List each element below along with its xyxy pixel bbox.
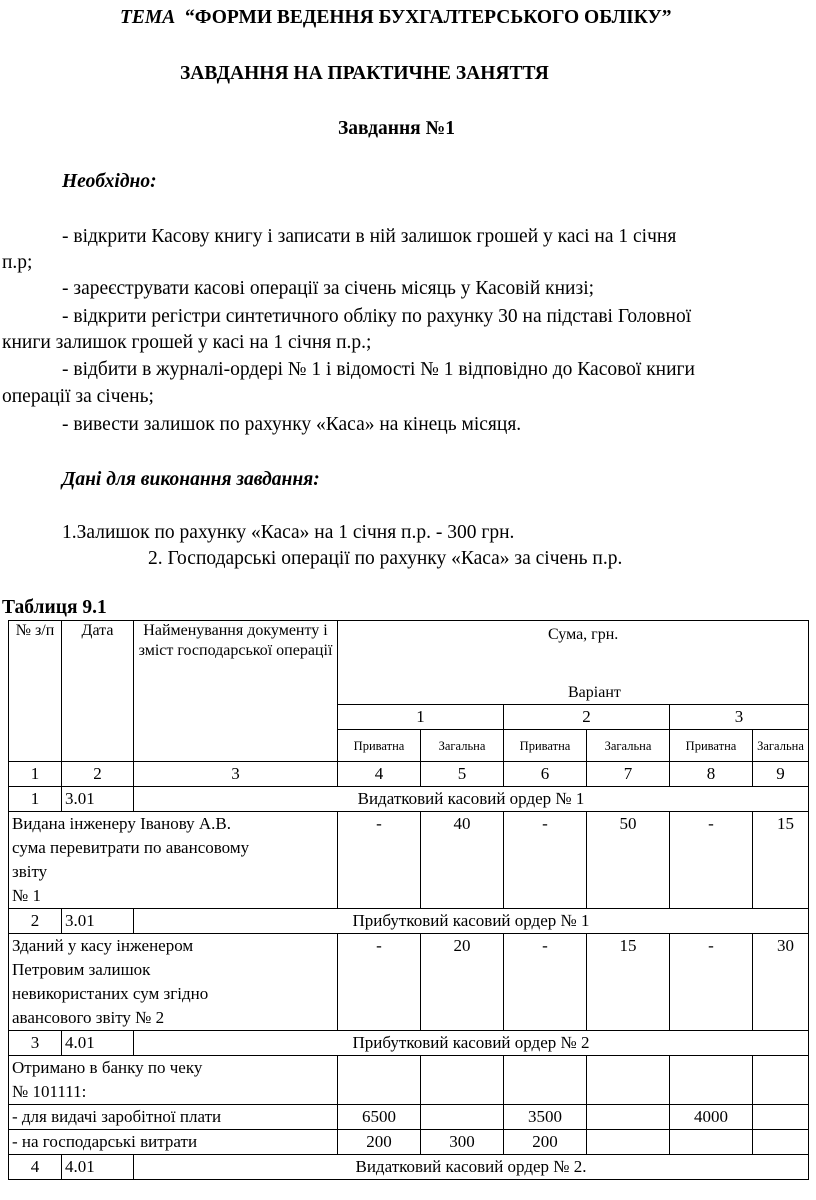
value-cell: 15 (753, 812, 809, 909)
row-document: Видатковий касовий ордер № 1 (134, 787, 809, 812)
row-description-text: - для видачі заробітної плати (12, 1107, 222, 1126)
row-num: 3 (9, 1031, 62, 1056)
operations-table (8, 620, 809, 1180)
value-cell: 4000 (670, 1105, 753, 1130)
column-number: 1 (9, 762, 62, 787)
variant-1: 1 (338, 705, 504, 730)
table-row (9, 909, 809, 934)
required-line: операції за січень; (2, 386, 154, 407)
row-description (9, 1130, 338, 1155)
value-cell (670, 1130, 753, 1155)
row-description-text: Зданий у касу інженером Петровим залишок невикористаних сум згідно авансового звіту № 2 (12, 936, 209, 1027)
row-date: 4.01 (62, 1031, 134, 1056)
data-item-1: 1.Залишок по рахунку «Каса» на 1 січня п.р. - 300 грн. (62, 522, 515, 543)
header-general: Загальна (753, 730, 809, 762)
required-heading: Необхідно: (62, 171, 157, 192)
required-line: книги залишок грошей у касі на 1 січня п.р.; (2, 332, 372, 353)
value-cell: 200 (338, 1130, 421, 1155)
table-row (9, 1056, 809, 1105)
value-cell (753, 1105, 809, 1130)
value-cell: 300 (421, 1130, 504, 1155)
value-cell (587, 1105, 670, 1130)
row-description (9, 934, 338, 1031)
table-row (9, 1155, 809, 1180)
value-cell: - (338, 934, 421, 1031)
task-number: Завдання №1 (338, 118, 455, 139)
required-line: - відбити в журналі-ордері № 1 і відомості № 1 відповідно до Касової книги (62, 359, 695, 380)
value-cell (670, 1056, 753, 1105)
column-number: 7 (587, 762, 670, 787)
row-description (9, 812, 338, 909)
column-number: 9 (753, 762, 809, 787)
header-sum-variant (338, 621, 809, 705)
topic-title (120, 6, 672, 30)
column-number: 6 (504, 762, 587, 787)
row-document: Прибутковий касовий ордер № 2 (134, 1031, 809, 1056)
header-private: Приватна (670, 730, 753, 762)
header-private: Приватна (504, 730, 587, 762)
topic-text: “ФОРМИ ВЕДЕННЯ БУХГАЛТЕРСЬКОГО ОБЛІКУ” (185, 7, 672, 28)
row-num: 4 (9, 1155, 62, 1180)
row-description-text: Отримано в банку по чеку № 101111: (12, 1058, 203, 1101)
value-cell: 15 (587, 934, 670, 1031)
column-number: 4 (338, 762, 421, 787)
header-variant: Варіант (568, 684, 621, 701)
task-heading: ЗАВДАННЯ НА ПРАКТИЧНЕ ЗАНЯТТЯ (180, 63, 549, 84)
header-name: Найменування документу і зміст господарської операції (134, 621, 338, 762)
value-cell: - (338, 812, 421, 909)
column-number: 2 (62, 762, 134, 787)
required-line: - відкрити регістри синтетичного обліку по рахунку 30 на підставі Головної (62, 306, 692, 327)
data-heading: Дані для виконання завдання: (62, 469, 320, 490)
topic-prefix: ТЕМА (120, 7, 176, 28)
table-row (9, 812, 809, 909)
header-general: Загальна (587, 730, 670, 762)
required-line: - вивести залишок по рахунку «Каса» на кінець місяця. (62, 414, 522, 435)
row-description-text: - на господарські витрати (12, 1132, 198, 1151)
table-row (9, 787, 809, 812)
table-row (9, 1130, 809, 1155)
value-cell: 3500 (504, 1105, 587, 1130)
value-cell: - (504, 934, 587, 1031)
required-line: - відкрити Касову книгу і записати в ній залишок грошей у касі на 1 січня (62, 226, 677, 247)
value-cell (504, 1056, 587, 1105)
table-row (9, 1105, 809, 1130)
value-cell: 50 (587, 812, 670, 909)
value-cell (338, 1056, 421, 1105)
value-cell: 200 (504, 1130, 587, 1155)
value-cell: 20 (421, 934, 504, 1031)
required-line: п.р; (2, 252, 33, 273)
value-cell: - (670, 934, 753, 1031)
row-description-text: Видана інженеру Іванову А.В. сума перевитрати по авансовому звіту № 1 (12, 814, 250, 905)
value-cell (753, 1056, 809, 1105)
value-cell (753, 1130, 809, 1155)
value-cell (587, 1130, 670, 1155)
value-cell: 6500 (338, 1105, 421, 1130)
row-document: Видатковий касовий ордер № 2. (134, 1155, 809, 1180)
data-item-2: 2. Господарські операції по рахунку «Каса» за січень п.р. (148, 548, 623, 569)
table-caption: Таблиця 9.1 (2, 597, 107, 618)
header-private: Приватна (338, 730, 421, 762)
value-cell: - (670, 812, 753, 909)
value-cell (421, 1056, 504, 1105)
header-general: Загальна (421, 730, 504, 762)
table-row (9, 934, 809, 1031)
row-description (9, 1056, 338, 1105)
column-number: 3 (134, 762, 338, 787)
row-document: Прибутковий касовий ордер № 1 (134, 909, 809, 934)
column-number: 5 (421, 762, 504, 787)
table-row (9, 1031, 809, 1056)
required-line: - зареєструвати касові операції за січень місяць у Касовій книзі; (62, 278, 595, 299)
row-date: 3.01 (62, 787, 134, 812)
value-cell: 40 (421, 812, 504, 909)
header-num: № з/п (9, 621, 62, 762)
row-num: 1 (9, 787, 62, 812)
row-date: 3.01 (62, 909, 134, 934)
header-date: Дата (62, 621, 134, 762)
variant-3: 3 (670, 705, 809, 730)
header-sum: Сума, грн. (548, 626, 619, 643)
row-num: 2 (9, 909, 62, 934)
row-description (9, 1105, 338, 1130)
column-number: 8 (670, 762, 753, 787)
value-cell (421, 1105, 504, 1130)
value-cell (587, 1056, 670, 1105)
value-cell: 30 (753, 934, 809, 1031)
row-date: 4.01 (62, 1155, 134, 1180)
value-cell: - (504, 812, 587, 909)
variant-2: 2 (504, 705, 670, 730)
